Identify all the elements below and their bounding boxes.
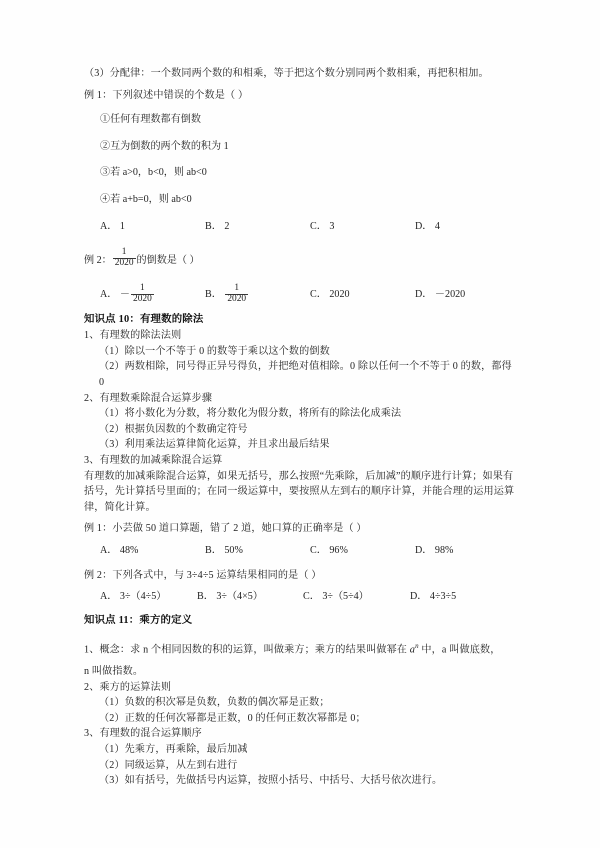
- kp10-item: （2）根据负因数的个数确定符号: [99, 423, 248, 435]
- option-b[interactable]: B． 3÷（4×5）: [197, 591, 263, 603]
- option-c[interactable]: C． 96%: [310, 544, 348, 556]
- option-d[interactable]: D． －2020: [415, 288, 466, 300]
- kp10-example2-options: [84, 589, 518, 605]
- example2-options: [84, 280, 518, 310]
- kp11-item: （3）如有括号，先做括号内运算，按照小括号、中括号、大括号依次进行。: [99, 775, 443, 787]
- kp11-item: 3、有理数的混合运算顺序: [84, 728, 202, 740]
- spacer: [84, 559, 518, 568]
- fraction-denominator: 2020: [114, 257, 134, 268]
- power-exponent: n: [415, 642, 419, 651]
- kp10-item: （1）除以一个不等于 0 的数等于乘以这个数的倒数: [99, 345, 330, 357]
- statement-item: ④若 a+b=0，则 ab<0: [100, 193, 192, 205]
- fraction: $\frac{1}{2020}$: [227, 282, 247, 304]
- option-a[interactable]: A． － $\frac{1}{2020}$: [100, 280, 155, 310]
- kp11-item: （2）正数的任何次幂都是正数，0 的任何正数次幂都是 0；: [99, 712, 366, 724]
- spacer: [84, 630, 518, 639]
- example1-prompt: 例 1：下列叙述中错误的个数是（ ）: [84, 89, 249, 101]
- kp10-example1-prompt: 例 1：小芸做 50 道口算题，错了 2 道，她口算的正确率是（ ）: [84, 523, 367, 535]
- kp10-item: 3、有理数的加减乘除混合运算: [84, 454, 223, 466]
- statement-item: ①任何有理数都有倒数: [100, 114, 201, 126]
- knowledge-point-10-title: 知识点 10：有理数的除法: [84, 313, 204, 325]
- fraction: $\frac{1}{2020}$: [133, 282, 152, 304]
- option-c[interactable]: C． 3÷（5÷4）: [303, 591, 369, 603]
- minus-sign: －: [119, 288, 131, 300]
- example2-suffix: 的倒数是（ ）: [136, 255, 200, 267]
- spacer: [84, 103, 518, 112]
- kp11-item: 2、乘方的运算法则: [84, 681, 172, 693]
- concept-text-part1: 1、概念：求 n 个相同因数的积的运算，叫做乘方；乘方的结果叫做幂在: [84, 644, 410, 656]
- kp11-concept-line1: [84, 639, 518, 658]
- power-base: a: [409, 644, 416, 656]
- fraction-one-over-2020: [113, 248, 136, 269]
- kp10-example2-prompt: 例 2：下列各式中，与 3÷4÷5 运算结果相同的是（ ）: [84, 569, 322, 581]
- spacer: [84, 235, 518, 244]
- example2-prompt: [84, 244, 518, 274]
- option-b[interactable]: B． 50%: [205, 544, 243, 556]
- kp10-item: 2、有理数乘除混合运算步骤: [84, 392, 213, 404]
- option-a[interactable]: A． 1: [100, 220, 125, 232]
- fraction-numerator: 1: [113, 248, 136, 259]
- spacer: [84, 605, 518, 611]
- distributive-rule-line: （3）分配律：一个数同两个数的和相乘，等于把这个数分别同两个数相乘，再把积相加。: [84, 68, 489, 79]
- kp10-item: （1）将小数化为分数，将分数化为假分数，将所有的除法化成乘法: [99, 408, 402, 420]
- option-d[interactable]: D． 4: [415, 220, 440, 232]
- kp10-example1-options: [84, 543, 518, 559]
- kp10-paragraph: 有理数的加减乘除混合运算，如果无括号，那么按照“先乘除，后加减”的顺序进行计算；如果有括号，先计算括号里面的；在同一级运算中，要按照从左到右的顺序计算，并能合理的运用运算律，简化计算。: [84, 470, 515, 513]
- statement-item: ②互为倒数的两个数的积为 1: [100, 140, 229, 152]
- knowledge-point-11-title: 知识点 11：乘方的定义: [84, 615, 193, 627]
- kp11-item: （1）先乘方，再乘除，最后加减: [99, 743, 248, 755]
- option-b[interactable]: B． $\frac{1}{2020}$: [205, 282, 247, 304]
- kp11-concept-line2: n 叫做指数。: [84, 666, 144, 678]
- option-d[interactable]: D． 4÷3÷5: [410, 591, 457, 603]
- kp11-item: （1）负数的积次幂是负数，负数的偶次幂是正数；: [99, 697, 330, 709]
- example1-options: [84, 219, 518, 235]
- kp10-item: （2）两数相除，同号得正异号得负，并把绝对值相除。0 除以任何一个不等于 0 的数，都得 0: [99, 361, 512, 388]
- concept-text-part2: 中，a 叫做底数，: [418, 644, 501, 656]
- document-content: [84, 66, 518, 789]
- kp10-item: 1、有理数的除法法则: [84, 330, 182, 342]
- kp11-item: （2）同级运算，从左到右进行: [99, 759, 238, 771]
- option-d[interactable]: D． 98%: [415, 544, 454, 556]
- option-b[interactable]: B． 2: [205, 220, 230, 232]
- example2-prefix: 例 2：: [84, 255, 112, 267]
- option-a[interactable]: A． 48%: [100, 544, 139, 556]
- option-c[interactable]: C． 2020: [310, 288, 350, 300]
- kp10-item: （3）利用乘法运算律简化运算，并且求出最后结果: [99, 439, 330, 451]
- option-c[interactable]: C． 3: [310, 220, 335, 232]
- option-a[interactable]: A． 3÷（4÷5）: [100, 591, 167, 603]
- statement-item: ③若 a>0，b<0，则 ab<0: [100, 167, 207, 179]
